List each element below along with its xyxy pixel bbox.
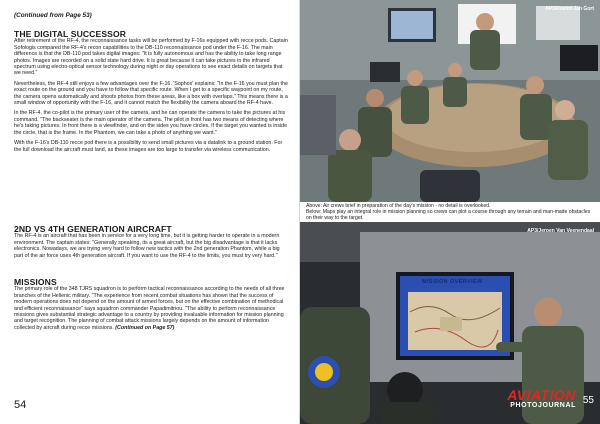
article-column-2 <box>14 226 290 263</box>
section-heading-generation: 2ND VS 4TH GENERATION AIRCRAFT <box>14 224 172 234</box>
paragraph: The primary role of the 348 TJRS squadron is to perform tactical reconnaissance according to the needs of all three branches of the Hellenic military. "The experience from recent combat situations has shown that the success of modern operations does not depend on the amount of armed forces, but on the effective combination of methodical and efficient reconnaissance" says squadron commander Papadimitriou. "The ability to perform reconnaissance missions gives substantial strategic advantage to a country by providing invaluable information for mission planning and target recognition. The planning of combat attack missions largely depends on the amount of information collected by aircraft during recce missions. (Continued on Page 57) <box>14 286 285 331</box>
right-page <box>300 0 600 424</box>
continued-on-note: (Continued on Page 57) <box>115 324 175 331</box>
paragraph: In the RF-4, the co-pilot is the primary user of the camera, and he can operate the camera to take the pictures at his command. "The backseater is the main operator of the camera. The pilot in front has two means of detecting where he's taking pictures. In front there is a viewfinder, and on the sides you have circles. If the target you wanted is inside the circle, that is the frame. In the Phantom, we can take a photo of anything we want." <box>14 110 288 136</box>
section-heading-digital-successor: THE DIGITAL SUCCESSOR <box>14 29 127 39</box>
paragraph: Nevertheless, the RF-4 still enjoys a few advantages over the F-16. 'Sophos' explains: "In the F-16 you must plan the exact route on the ground and you have to follow that specific route. When I get to a specific waypoint on my route, the camera opens automatically and shoots photos from these areas, like a box with overlaps." This means there is a small window of opportunity with the F-16, and it cannot match the flexibility the camera aboard the RF-4 have. <box>14 80 288 107</box>
paragraph: After retirement of the RF-4, the reconnaissance tasks will be performed by F-16s equipped with recce pods. Captain Sofologis compared the RF-4's recon capabilities to the DB-110 reconnaissance pod under the F-16. The main difference is that the DB-110 pod takes digital images: "It is fully autonomous and has the ability to take long range photos. Images are recorded on a solid state hard drive. It is great because it can take pictures in the infrared spectrum using electro-optical sensor technology during night or day operations to see exact details on targets that we need." <box>14 38 288 77</box>
mission-overview-title: MISSION OVERVIEW <box>422 279 483 285</box>
article-column <box>14 31 290 157</box>
paragraph: The RF-4 is an aircraft that has been in service for a very long time, but it is getting harder to operate in a modern environment. The captain states: "Generally speaking, its a great aircraft, but the big disadvantage is that it lacks electronics. Nowadays, we are trying very hard to follow new tactics with the 2nd generation Phantom, while a big part of the air force uses 4th generation aircraft. If you want to use the RF-4 to the limits, you must try very hard." <box>14 233 280 259</box>
brand-aviation: AVIATION <box>507 387 576 403</box>
photo-credit-bottom: AP3/Jeroen Van Veenendaal <box>527 228 594 234</box>
continued-from-note: (Continued from Page 53) <box>14 12 92 19</box>
paragraph: With the F-16's DB-110 recce pod there is a possibility to send small pictures via a datalink to a ground station. For the full download the aircraft must land, as these images are too large to transfer via wireless communication. <box>14 140 283 153</box>
page-number-right: 55 <box>582 395 594 406</box>
brand-photojournal: PHOTOJOURNAL <box>510 402 576 409</box>
briefing-photo <box>300 0 600 202</box>
photo-credit-top: AP3/Roelof-Jan Gort <box>545 6 594 12</box>
photo-captions <box>306 203 596 221</box>
page-number-left: 54 <box>14 399 27 411</box>
briefing-scene <box>300 0 600 202</box>
aviation-photojournal-logo <box>507 388 576 410</box>
article-column-3 <box>14 279 290 335</box>
caption-below: Below: Maps play an integral role in mission planning so crews can plot a course through any terrain and man-made obstacles on their way to the target. <box>306 209 591 221</box>
section-heading-missions: MISSIONS <box>14 277 57 287</box>
caption-above: Above: Air crews brief in preparation of the day's mission - no detail is overlooked. <box>306 203 491 209</box>
